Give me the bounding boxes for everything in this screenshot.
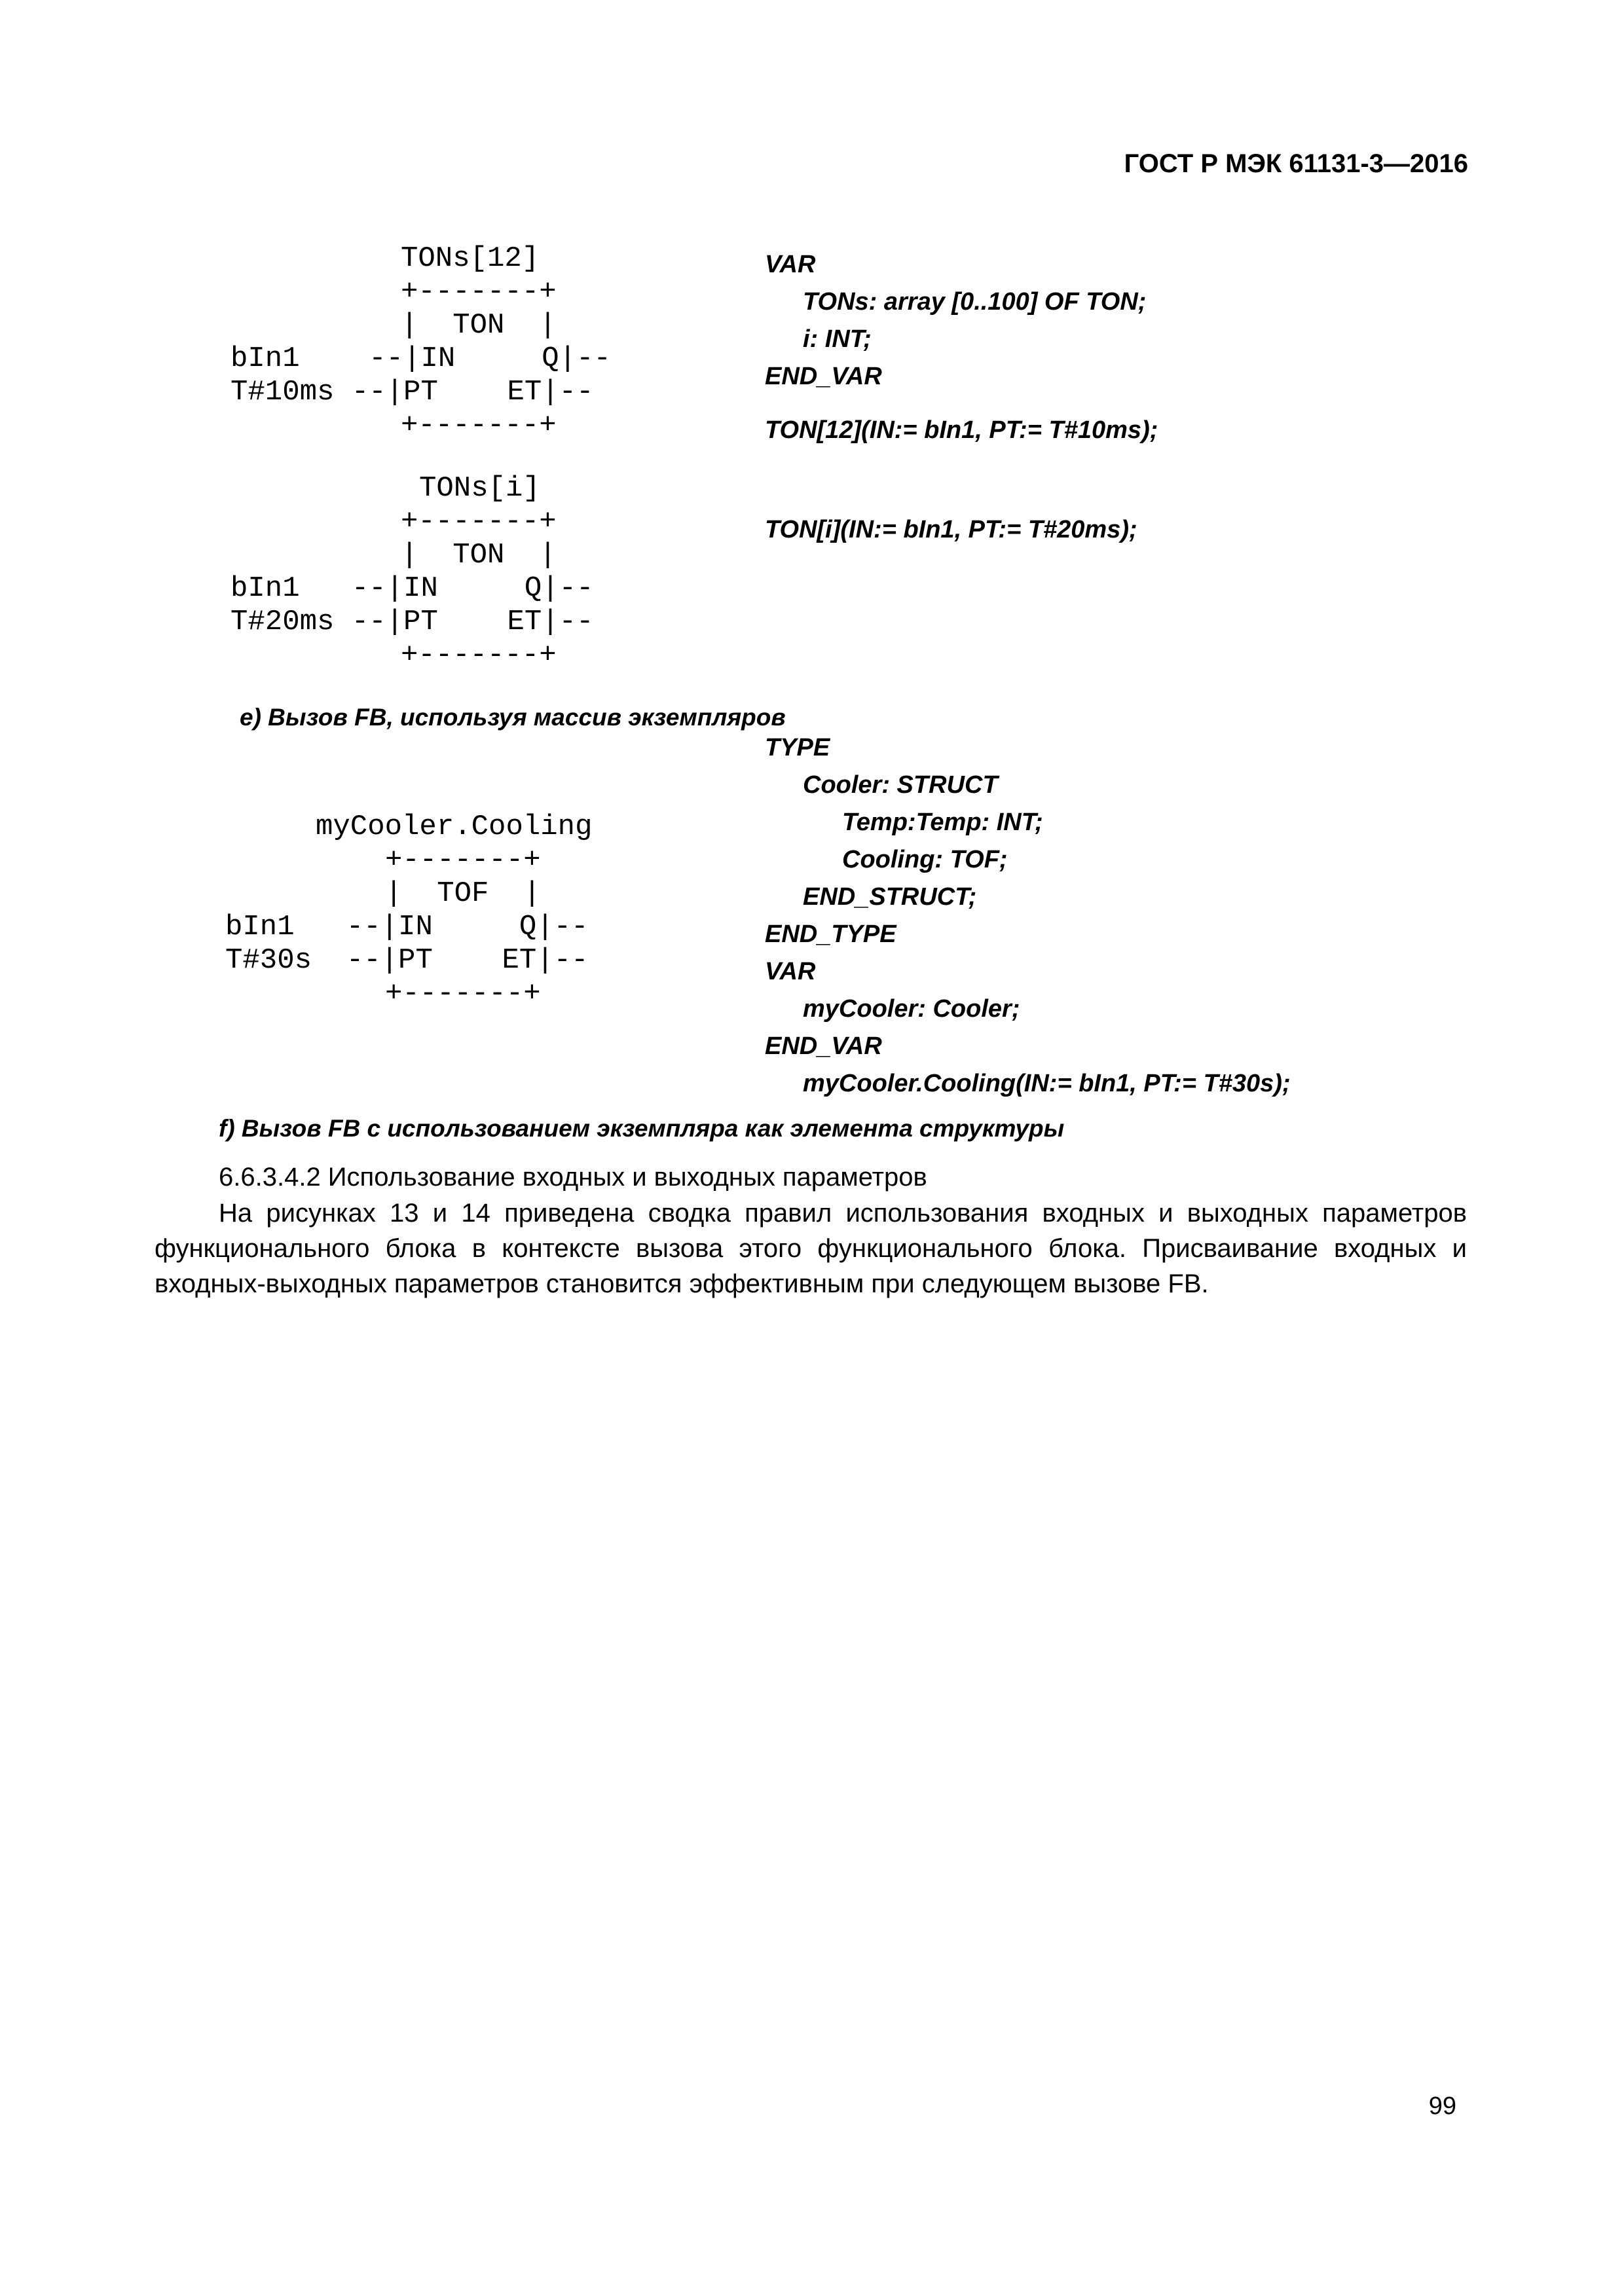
fb-box-border-bottom: +-------+ — [401, 639, 557, 672]
code-line: myCooler: Cooler; — [803, 995, 1020, 1023]
fb-box-border-bottom: +-------+ — [385, 977, 541, 1010]
fb-instance-name: TONs[i] — [419, 472, 540, 505]
page-number: 99 — [1428, 2092, 1456, 2120]
fb-box-border-top: +-------+ — [401, 276, 557, 308]
code-line: END_STRUCT; — [803, 883, 977, 911]
fb-type-row: | TOF | — [385, 877, 541, 910]
code-line: END_VAR — [765, 363, 882, 390]
code-call-1: TON[12](IN:= bIn1, PT:= T#10ms); — [765, 416, 1158, 444]
fb-type-row: | TON | — [401, 309, 557, 342]
fb-type-row: | TON | — [401, 539, 557, 572]
code-line: Temp:Temp: INT; — [842, 809, 1043, 836]
fb-instance-name: myCooler.Cooling — [316, 811, 593, 843]
code-call-2: TON[i](IN:= bIn1, PT:= T#20ms); — [765, 516, 1137, 543]
code-line: TONs: array [0..100] OF TON; — [803, 288, 1147, 316]
fb-instance-name: TONs[12] — [401, 242, 540, 275]
code-line: TYPE — [765, 734, 830, 761]
code-line: i: INT; — [803, 325, 872, 353]
code-line: VAR — [765, 958, 816, 985]
document-header: ГОСТ Р МЭК 61131-3—2016 — [1124, 149, 1468, 178]
fb-pt-row: T#20ms --|PT ET|-- — [231, 606, 594, 638]
fb-box-border-bottom: +-------+ — [401, 409, 557, 442]
fb-pt-row: T#30s --|PT ET|-- — [225, 944, 589, 977]
section-paragraph: На рисунках 13 и 14 приведена сводка правил использования входных и выходных параметров функционального блока в контексте вызова этого функционального блока. Присваивание входных и входных-выходных параметров становится эффективным при следующем вызове FB. — [155, 1199, 1467, 1298]
code-line: myCooler.Cooling(IN:= bIn1, PT:= T#30s); — [803, 1070, 1291, 1097]
code-line: Cooling: TOF; — [842, 846, 1008, 873]
figure-caption-f: f) Вызов FB с использованием экземпляра как элемента структуры — [219, 1115, 1065, 1142]
figure-caption-e: e) Вызов FB, используя массив экземпляров — [240, 704, 786, 731]
fb-in-row: bIn1 --|IN Q|-- — [231, 572, 594, 605]
fb-box-border-top: +-------+ — [385, 844, 541, 877]
fb-in-row: bIn1 --|IN Q|-- — [231, 342, 611, 375]
section-heading: 6.6.3.4.2 Использование входных и выходных параметров — [219, 1163, 927, 1192]
fb-box-border-top: +-------+ — [401, 505, 557, 538]
code-line: END_TYPE — [765, 920, 896, 948]
code-line: END_VAR — [765, 1032, 882, 1060]
code-line: VAR — [765, 251, 816, 278]
fb-in-row: bIn1 --|IN Q|-- — [225, 911, 589, 943]
fb-pt-row: T#10ms --|PT ET|-- — [231, 376, 594, 409]
code-line: Cooler: STRUCT — [803, 771, 998, 799]
